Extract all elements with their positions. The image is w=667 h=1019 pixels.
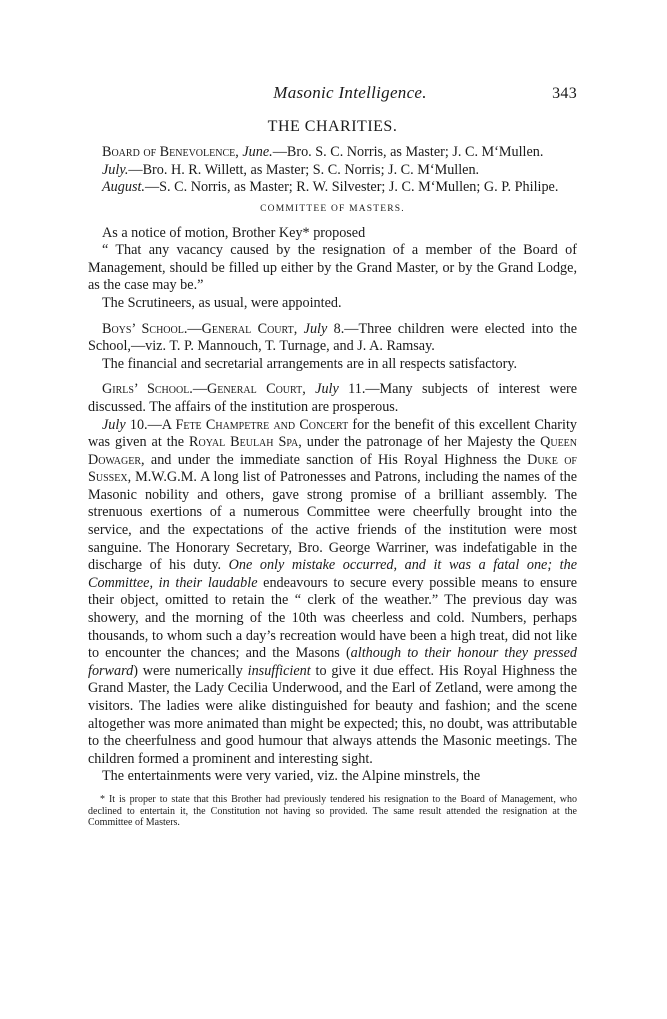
boys-dash: — xyxy=(187,320,202,337)
board-paragraph-june xyxy=(88,144,577,162)
girls-school-paragraph xyxy=(88,381,577,416)
girls-text: 11.—Many subjects of interest were discussed. The affairs of the institution are prosperous. xyxy=(88,381,578,415)
girls-dash: — xyxy=(192,381,208,398)
board-date-june: June. xyxy=(242,144,273,161)
fete-text-2: for the benefit of this excellent Charity was given at the xyxy=(88,416,577,451)
spacer xyxy=(88,313,577,321)
committee-heading: COMMITTEE OF MASTERS. xyxy=(260,203,405,214)
fete-name: Fete Champetre and Concert xyxy=(175,416,349,433)
fete-queen: Queen Dowager xyxy=(88,434,578,468)
fete-paragraph-2: The entertainments were very varied, viz. the Alpine minstrels, the xyxy=(102,768,481,785)
board-text-june: —Bro. S. C. Norris, as Master; J. C. M‘Mullen. xyxy=(272,144,544,161)
board-label: Board of Benevolence, xyxy=(102,144,239,161)
page-number: 343 xyxy=(552,85,577,102)
boys-school-paragraph-2: The financial and secretarial arrangements are in all respects satisfactory. xyxy=(102,355,518,372)
fete-text-1: 10.—A xyxy=(125,416,176,433)
board-text-july: —Bro. H. R. Willett, as Master; S. C. Norris; J. C. M‘Mullen. xyxy=(128,161,480,178)
fete-italic-2: although to their honour they pressed forward xyxy=(88,645,577,679)
boys-court-label: General Court, xyxy=(201,320,298,337)
boys-school-label: Boys’ School. xyxy=(102,320,188,337)
board-date-july: July. xyxy=(102,161,129,178)
board-date-august: August. xyxy=(102,179,145,196)
board-paragraph-july xyxy=(88,162,577,180)
girls-court-label: General Court, xyxy=(207,381,306,398)
fete-text-8: to give it due effect. His Royal Highness the Grand Master, the Lady Cecilia Underwood, and the Earl of Zetland, were among the visitors. The ladies were alike distinguished for beauty and fashion; and the scene altogether was more animated than might be expected; this, no doubt, was attributable to the cheerfulness and good humour that always attends the Masonic meetings. The children formed a prominent and interesting sight. xyxy=(88,662,577,767)
committee-paragraph-2: “ That any vacancy caused by the resignation of a member of the Board of Management, should be filled up either by the Grand Master, or by the Grand Lodge, as the case may be.” xyxy=(88,242,577,294)
fete-italic-1: One only mistake occurred, and it was a fatal one; the Committee, in their laudable xyxy=(88,557,577,591)
fete-date: July xyxy=(102,416,126,433)
fete-italic-3: insufficient xyxy=(247,662,311,679)
boys-date: July xyxy=(303,320,328,337)
spacer xyxy=(88,373,577,381)
running-head-title: Masonic Intelligence. xyxy=(273,83,427,102)
boys-text: 8.—Three children were elected into the School,—viz. T. P. Mannouch, T. Turnage, and J. A. Ramsay. xyxy=(88,320,577,355)
fete-duke: Duke of Sussex xyxy=(88,451,577,486)
fete-venue: Royal Beulah Spa xyxy=(189,434,299,451)
girls-date: July xyxy=(315,381,339,398)
committee-paragraph-3: The Scrutineers, as usual, were appointed. xyxy=(102,294,342,311)
board-paragraph-august xyxy=(88,179,577,197)
fete-text-7: ) were numerically xyxy=(133,662,248,679)
committee-paragraph-1: As a notice of motion, Brother Key* proposed xyxy=(102,224,366,241)
boys-school-paragraph xyxy=(88,321,577,356)
running-head xyxy=(88,84,577,103)
footnote: * It is proper to state that this Brother had previously tendered his resignation to the Board of Management, who declined to entertain it, the Constitution not having so provided. The same result attended the resignation at the Committee of Masters. xyxy=(88,793,577,829)
girls-school-label: Girls’ School. xyxy=(102,381,193,398)
fete-text-3: , under the patronage of her Majesty the xyxy=(298,434,541,451)
fete-text-6: endeavours to secure every possible means to ensure their object, omitted to retain the “ clerk of the weather.” The previous day was showery, and the morning of the 10th was cheerless and cold. Numbers, perhaps thousands, to whom such a day’s recreation would have been a high treat, did not like to encounter the chances; and the Masons ( xyxy=(88,574,577,662)
fete-text-4: , and under the immediate sanction of His Royal Highness the xyxy=(141,451,528,468)
section-title: THE CHARITIES. xyxy=(267,117,398,135)
fete-text-5: , M.W.G.M. A long list of Patronesses and Patrons, including the names of the Masonic nobility and others, gave strong promise of a brilliant assembly. The strenuous exertions of a numerous Committee were cheerfully brought into the service, and the expectations of the active friends of the institution were most sanguine. The Honorary Secretary, Bro. George Warriner, was indefatigable in the discharge of his duty. xyxy=(88,469,577,574)
board-text-august: —S. C. Norris, as Master; R. W. Silvester; J. C. M‘Mullen; G. P. Philipe. xyxy=(144,179,559,196)
fete-paragraph xyxy=(88,417,577,769)
